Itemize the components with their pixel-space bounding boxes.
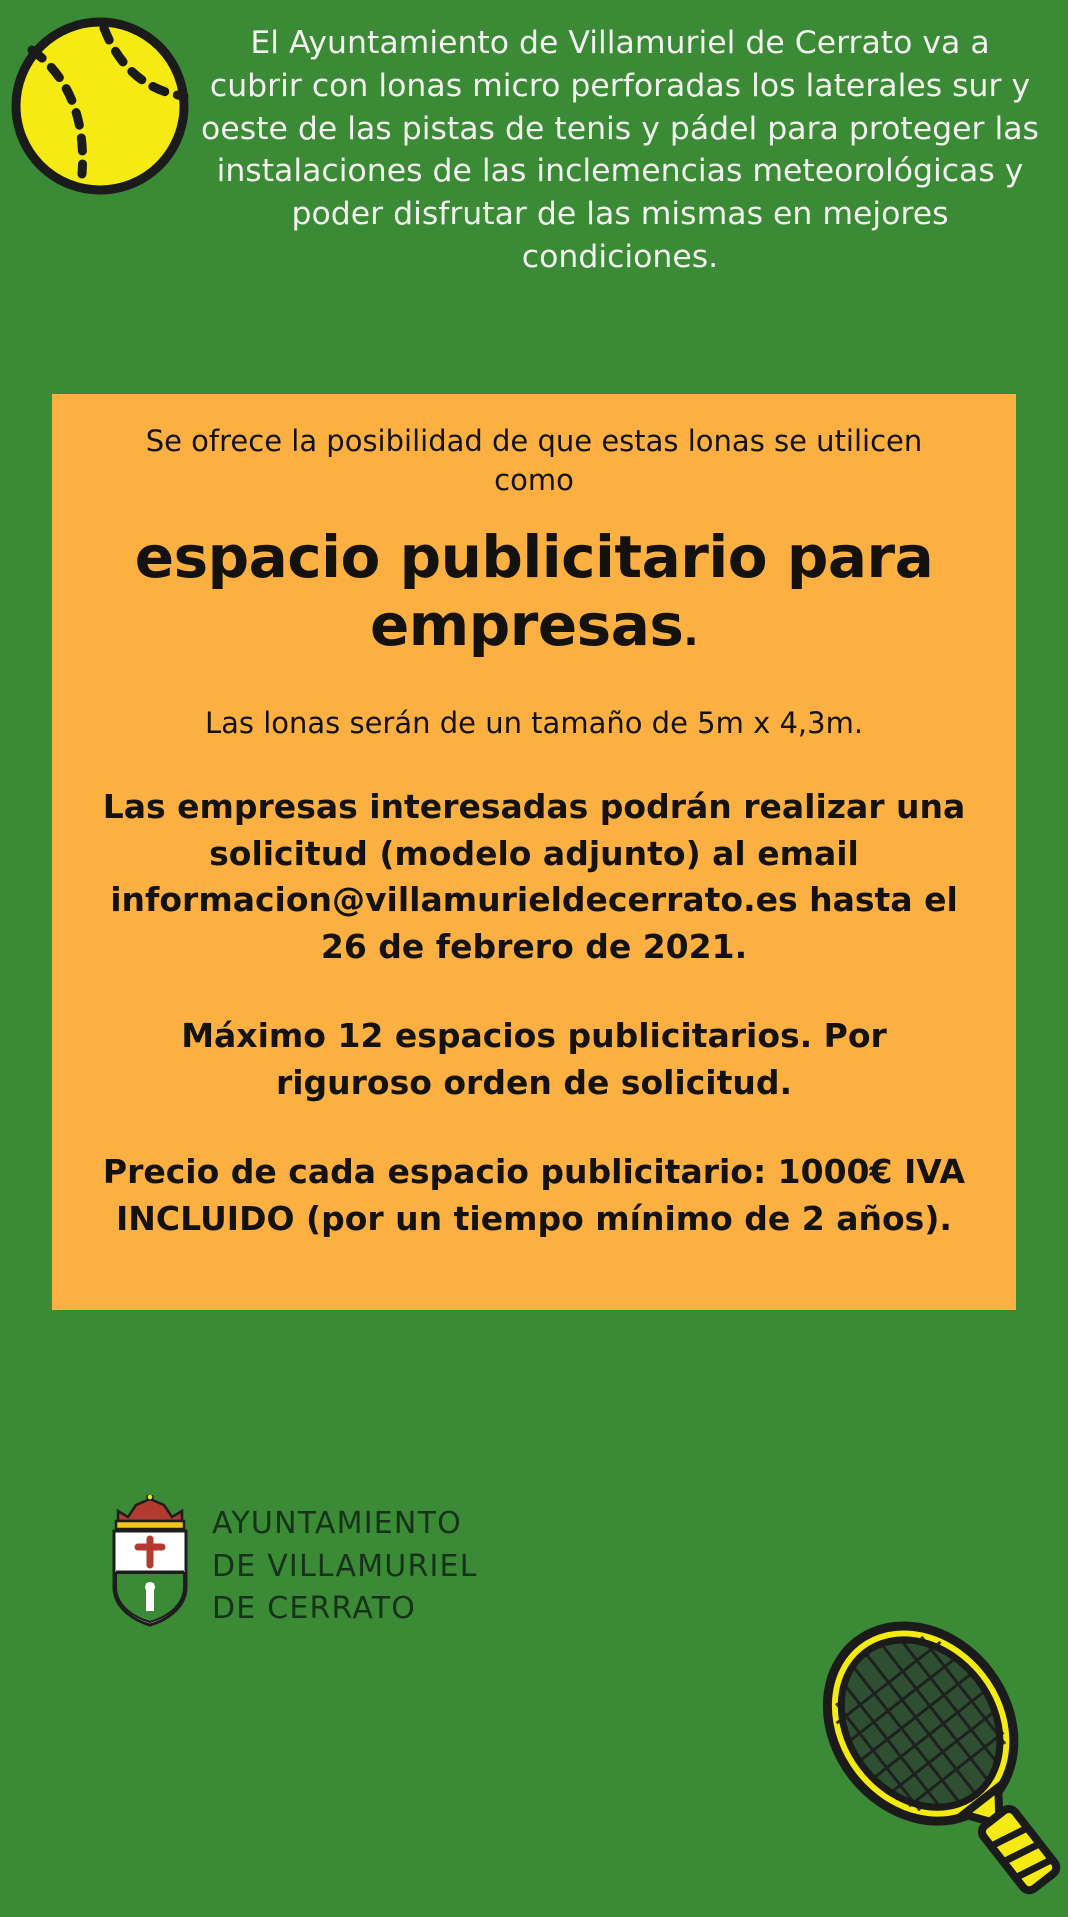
headline-text: espacio publicitario para empresas <box>134 522 934 660</box>
tennis-ball-icon <box>8 14 192 198</box>
intro-paragraph: El Ayuntamiento de Villamuriel de Cerrato va a cubrir con lonas micro perforadas los laterales sur y oeste de las pistas de tenis y pádel para proteger las instalaciones de las inclemencias meteorológicas y poder disfrutar de las mismas en mejores condiciones. <box>201 25 1039 276</box>
offer-panel <box>52 394 1016 1310</box>
headline-period: . <box>683 609 699 656</box>
council-name-line-1: AYUNTAMIENTO <box>212 1506 462 1542</box>
price-note: Precio de cada espacio publicitario: 1000€ IVA INCLUIDO (por un tiempo mínimo de 2 años). <box>102 1151 966 1238</box>
application-instructions: Las empresas interesadas podrán realizar una solicitud (modelo adjunto) al email informacion@villamurieldecerrato.es hasta el 26 de febrero de 2021. <box>102 786 966 967</box>
slot-limit-note: Máximo 12 espacios publicitarios. Por riguroso orden de solicitud. <box>181 1016 887 1103</box>
page-title <box>88 523 980 660</box>
coat-of-arms-icon <box>104 1495 196 1627</box>
council-name-line-3: DE CERRATO <box>212 1591 417 1627</box>
tennis-racket-icon <box>778 1613 1068 1913</box>
council-name <box>212 1503 478 1631</box>
banner-size-line: Las lonas serán de un tamaño de 5m x 4,3m. <box>204 705 864 740</box>
council-name-line-2: DE VILLAMURIEL <box>212 1548 478 1584</box>
offer-intro-line: Se ofrece la posibilidad de que estas lonas se utilicen como <box>145 424 923 498</box>
footer-section <box>0 1339 1068 1899</box>
intro-section <box>0 0 1068 360</box>
